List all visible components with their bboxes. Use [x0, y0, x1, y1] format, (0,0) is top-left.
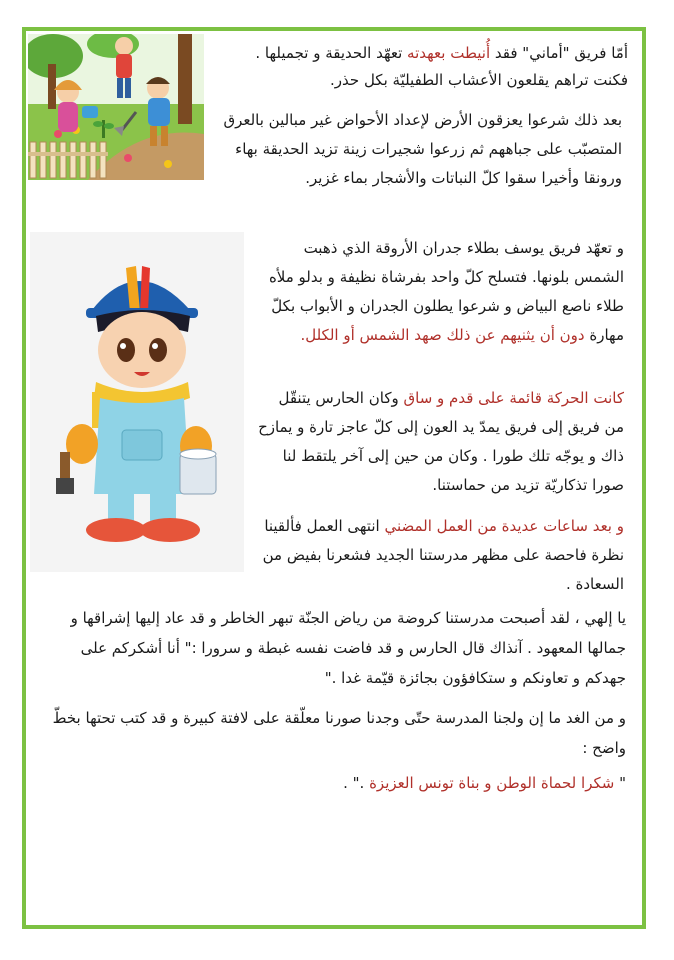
p7-text: و من الغد ما إن ولجنا المدرسة حتّى وجدنا صورنا معلّقة على لافتة كبيرة و قد كتب تحتها بخطّ واضح :: [52, 709, 626, 757]
paragraph-2: [208, 106, 622, 193]
p2-text: بعد ذلك شرعوا يعزقون الأرض لإعداد الأحواض غير مبالين بالعرق المتصبّب على جباههم ثم زرعوا شجيرات زينة تزيد الحديقة بهاء ورونقا وأخيرا سقوا كلّ النباتات والأشجار بماء غزير.: [223, 111, 622, 187]
p1-highlight: أُنيطت بعهدته: [407, 44, 491, 62]
paragraph-5: [258, 512, 624, 599]
paragraph-6: [36, 603, 626, 693]
paragraph-7: [36, 703, 626, 763]
paragraph-4: [258, 384, 624, 500]
p5-highlight: و بعد ساعات عديدة من العمل المضني: [384, 517, 624, 535]
paragraph-1: [208, 40, 628, 94]
p4-text-b: وكان الحارس يتنقّل من فريق إلى فريق يمدّ يد العون إلى كلّ عاجز تارة و يمازح ذاك و يوجّه تلك طورا . وكان من حين إلى آخر يلتقط لنا صورا تذكاريّة تزيد من حماستنا.: [258, 389, 624, 494]
p6-text: يا إلهي ، لقد أصبحت مدرستنا كروضة من رياض الجنّة تبهر الخاطر و قد عاد إليها إشراقها و جمالها المعهود . آنذاك قال الحارس و قد فاضت نفسه غبطة و سرورا :" أنا أشكركم على جهدكم و تعاونكم و ستكافؤون بجائزة قيّمة غدا .": [70, 609, 626, 687]
p3-text-a: و تعهّد فريق يوسف بطلاء جدران الأروقة الذي ذهبت الشمس بلونها. فتسلح كلّ واحد بفرشاة نظيفة و بدلو ملأه طلاء ناصع البياض و شرعوا يطلون الجدران و الأبواب بكلّ مهارة: [268, 239, 624, 344]
paragraph-3: [258, 234, 624, 350]
boy-painter-illustration: [30, 232, 244, 572]
p1-text-c: تعهّد الحديقة و تجميلها .: [255, 44, 408, 62]
p8-open-quote: ": [614, 774, 626, 792]
paragraph-8: [36, 770, 626, 797]
p8-highlight: شكرا لحماة الوطن و بناة تونس العزيزة: [369, 774, 615, 792]
children-gardening-illustration: [28, 34, 204, 180]
p1-text-d: فكنت تراهم يقلعون الأعشاب الطفيليّة بكل حذر.: [330, 71, 628, 89]
p8-close: ." .: [343, 774, 370, 792]
p5-text-b: انتهى العمل فألقينا نظرة فاحصة على مظهر مدرستنا الجديد فشعرنا بفيض من السعادة .: [262, 517, 624, 593]
p1-text-a: أمّا فريق "أماني" فقد: [490, 44, 628, 62]
p3-highlight: دون أن يثنيهم عن ذلك صهد الشمس أو الكلل.: [300, 326, 585, 344]
p4-highlight: كانت الحركة قائمة على قدم و ساق: [403, 389, 624, 407]
